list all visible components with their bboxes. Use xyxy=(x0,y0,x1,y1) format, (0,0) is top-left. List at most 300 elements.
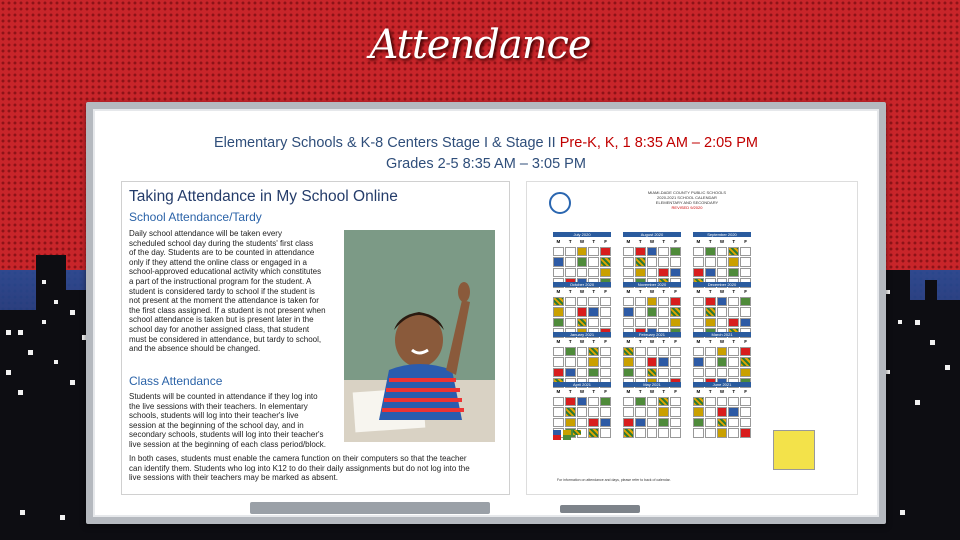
weekday-header: W xyxy=(577,238,588,246)
text-line: live sessions with their teachers may be marked as absent. xyxy=(129,473,338,483)
text-line: schools, students will log into their teacher's live xyxy=(129,411,299,421)
calendar-day-cell xyxy=(553,257,564,267)
calendar-day-cell xyxy=(693,368,704,378)
calendar-day-cell xyxy=(600,307,611,317)
calendar-day-cell xyxy=(740,257,751,267)
weekday-header: F xyxy=(740,338,751,346)
calendar-day-cell xyxy=(635,297,646,307)
calendar-day-cell xyxy=(647,347,658,357)
calendar-day-cell xyxy=(577,307,588,317)
text-line: session at the beginning of the school day, and in xyxy=(129,420,304,430)
calendar-day-cell xyxy=(647,307,658,317)
section-tardy-text xyxy=(129,229,341,354)
calendar-day-cell xyxy=(553,357,564,367)
calendar-header xyxy=(597,190,777,210)
weekday-header: F xyxy=(740,388,751,396)
weekday-header: T xyxy=(635,388,646,396)
calendar-day-cell xyxy=(600,407,611,417)
calendar-day-cell xyxy=(600,368,611,378)
calendar-day-cell xyxy=(623,257,634,267)
weekday-header: W xyxy=(577,388,588,396)
calendar-day-cell xyxy=(728,247,739,257)
calendar-day-cell xyxy=(623,247,634,257)
calendar-day-cell xyxy=(693,268,704,278)
calendar-day-cell xyxy=(635,347,646,357)
calendar-day-cell xyxy=(565,297,576,307)
calendar-day-cell xyxy=(577,257,588,267)
weekday-header: T xyxy=(705,238,716,246)
calendar-day-cell xyxy=(577,357,588,367)
weekday-header: T xyxy=(658,288,669,296)
calendar-day-cell xyxy=(588,307,599,317)
weekday-header: M xyxy=(623,338,634,346)
calendar-day-cell xyxy=(635,418,646,428)
calendar-day-cell xyxy=(693,407,704,417)
text-line: a part of the instructional program for the student. A xyxy=(129,276,312,286)
calendar-day-cell xyxy=(740,318,751,328)
calendar-day-cell xyxy=(693,318,704,328)
calendar-day-cell xyxy=(728,418,739,428)
calendar-month-name: July 2020 xyxy=(553,232,611,237)
calendar-day-cell xyxy=(717,407,728,417)
weekday-header: M xyxy=(553,338,564,346)
weekday-header: F xyxy=(600,238,611,246)
calendar-day-cell xyxy=(693,397,704,407)
calendar-month-name: December 2020 xyxy=(693,282,751,287)
calendar-day-cell xyxy=(728,357,739,367)
calendar-day-cell xyxy=(717,418,728,428)
whiteboard xyxy=(86,102,886,524)
calendar-day-cell xyxy=(553,297,564,307)
calendar-day-cell xyxy=(553,418,564,428)
weekday-header: W xyxy=(577,288,588,296)
text-line: the live sessions with their teachers. In elementary xyxy=(129,401,308,411)
weekday-header: T xyxy=(565,338,576,346)
text-line: live session at the beginning of each class period/block. xyxy=(129,439,327,449)
calendar-day-cell xyxy=(623,407,634,417)
calendar-day-cell xyxy=(728,297,739,307)
calendar-day-cell xyxy=(635,307,646,317)
calendar-day-cell xyxy=(740,368,751,378)
attendance-document xyxy=(121,181,510,495)
student-photo xyxy=(344,230,495,442)
calendar-day-cell xyxy=(623,307,634,317)
schedule-headline xyxy=(93,133,879,175)
legend-quarter-box xyxy=(773,430,815,470)
calendar-day-cell xyxy=(705,297,716,307)
calendar-day-cell xyxy=(647,357,658,367)
weekday-header: W xyxy=(577,338,588,346)
calendar-day-cell xyxy=(728,257,739,267)
calendar-day-cell xyxy=(693,418,704,428)
calendar-day-cell xyxy=(588,357,599,367)
calendar-day-cell xyxy=(577,268,588,278)
calendar-day-cell xyxy=(565,407,576,417)
calendar-day-cell xyxy=(717,297,728,307)
text-line: must be considered in attendance, but tardy to school, xyxy=(129,334,322,344)
calendar-month-name: March 2021 xyxy=(693,332,751,337)
weekday-header: T xyxy=(728,338,739,346)
calendar-day-cell xyxy=(565,247,576,257)
calendar-day-cell xyxy=(553,407,564,417)
weekday-header: M xyxy=(693,388,704,396)
section-class-footer xyxy=(129,454,501,483)
calendar-day-cell xyxy=(728,318,739,328)
weekday-header: T xyxy=(728,388,739,396)
headline-line-2: Grades 2-5 8:35 AM – 3:05 PM xyxy=(386,156,586,172)
calendar-day-cell xyxy=(705,368,716,378)
text-line: scheduled school day during the students' first class xyxy=(129,238,314,248)
calendar-day-cell xyxy=(740,418,751,428)
calendar-day-cell xyxy=(600,257,611,267)
calendar-day-cell xyxy=(588,418,599,428)
calendar-day-cell xyxy=(740,268,751,278)
calendar-day-cell xyxy=(705,257,716,267)
calendar-day-cell xyxy=(670,347,681,357)
calendar-day-cell xyxy=(705,247,716,257)
calendar-day-cell xyxy=(565,257,576,267)
weekday-header: T xyxy=(635,288,646,296)
calendar-day-cell xyxy=(623,357,634,367)
weekday-header: M xyxy=(623,238,634,246)
calendar-day-cell xyxy=(553,368,564,378)
weekday-header: T xyxy=(728,238,739,246)
calendar-day-cell xyxy=(705,268,716,278)
calendar-day-cell xyxy=(588,347,599,357)
headline-primary-times: Pre-K, K, 1 8:35 AM – 2:05 PM xyxy=(559,135,759,151)
calendar-day-cell xyxy=(717,397,728,407)
weekday-header: F xyxy=(600,338,611,346)
weekday-header: W xyxy=(647,388,658,396)
weekday-header: W xyxy=(647,238,658,246)
calendar-day-cell xyxy=(728,268,739,278)
calendar-day-cell xyxy=(635,368,646,378)
calendar-month-name: May 2021 xyxy=(623,382,681,387)
calendar-day-cell xyxy=(565,397,576,407)
calendar-day-cell xyxy=(577,247,588,257)
calendar-day-cell xyxy=(553,397,564,407)
calendar-day-cell xyxy=(740,247,751,257)
calendar-day-cell xyxy=(553,347,564,357)
calendar-day-cell xyxy=(728,347,739,357)
weekday-header: T xyxy=(705,388,716,396)
calendar-day-cell xyxy=(600,347,611,357)
calendar-day-cell xyxy=(658,368,669,378)
calendar-day-grid xyxy=(553,338,611,388)
text-line: school attendance is taken but is present later in the xyxy=(129,315,314,325)
calendar-day-cell xyxy=(577,318,588,328)
section-heading-tardy: School Attendance/Tardy xyxy=(129,210,262,224)
calendar-revised-label: REVISED 9/2020 xyxy=(671,205,703,210)
weekday-header: M xyxy=(693,338,704,346)
calendar-day-cell xyxy=(565,347,576,357)
calendar-day-grid xyxy=(553,238,611,288)
weekday-header: M xyxy=(693,238,704,246)
calendar-day-cell xyxy=(600,247,611,257)
calendar-day-cell xyxy=(658,407,669,417)
calendar-day-cell xyxy=(705,318,716,328)
calendar-day-cell xyxy=(705,347,716,357)
text-line: student is considered tardy to school if the student is xyxy=(129,286,315,296)
calendar-day-cell xyxy=(693,347,704,357)
calendar-day-cell xyxy=(658,418,669,428)
calendar-day-cell xyxy=(623,297,634,307)
calendar-month xyxy=(623,332,681,388)
weekday-header: T xyxy=(588,238,599,246)
calendar-day-cell xyxy=(705,407,716,417)
calendar-day-cell xyxy=(658,297,669,307)
calendar-day-cell xyxy=(670,368,681,378)
calendar-day-cell xyxy=(740,407,751,417)
school-board-logo xyxy=(549,192,571,214)
calendar-day-cell xyxy=(635,407,646,417)
calendar-day-cell xyxy=(670,418,681,428)
calendar-day-cell xyxy=(670,307,681,317)
weekday-header: F xyxy=(740,238,751,246)
calendar-day-cell xyxy=(693,247,704,257)
weekday-header: W xyxy=(717,338,728,346)
weekday-header: T xyxy=(728,288,739,296)
calendar-day-grid xyxy=(693,238,751,288)
calendar-day-cell xyxy=(553,307,564,317)
weekday-header: F xyxy=(670,288,681,296)
calendar-day-cell xyxy=(553,247,564,257)
calendar-day-grid xyxy=(693,338,751,388)
calendar-day-cell xyxy=(728,407,739,417)
calendar-day-grid xyxy=(623,288,681,338)
calendar-day-cell xyxy=(658,268,669,278)
calendar-day-cell xyxy=(588,268,599,278)
calendar-day-cell xyxy=(635,318,646,328)
text-line: school-approved educational activity which constitutes xyxy=(129,267,322,277)
weekday-header: T xyxy=(588,288,599,296)
weekday-header: F xyxy=(670,238,681,246)
calendar-day-cell xyxy=(670,247,681,257)
calendar-day-cell xyxy=(740,347,751,357)
calendar-day-cell xyxy=(577,297,588,307)
weekday-header: F xyxy=(670,338,681,346)
calendar-day-cell xyxy=(693,357,704,367)
calendar-day-cell xyxy=(565,368,576,378)
calendar-month-name: September 2020 xyxy=(693,232,751,237)
calendar-header-line: 2020-2021 SCHOOL CALENDAR xyxy=(657,195,717,200)
calendar-day-cell xyxy=(553,318,564,328)
calendar-day-cell xyxy=(717,368,728,378)
weekday-header: M xyxy=(623,288,634,296)
calendar-day-cell xyxy=(740,307,751,317)
calendar-month xyxy=(623,232,681,288)
calendar-day-cell xyxy=(647,418,658,428)
calendar-day-cell xyxy=(658,397,669,407)
calendar-day-cell xyxy=(623,418,634,428)
calendar-day-cell xyxy=(705,397,716,407)
calendar-day-cell xyxy=(717,347,728,357)
calendar-day-cell xyxy=(693,297,704,307)
calendar-day-cell xyxy=(635,397,646,407)
calendar-day-cell xyxy=(647,407,658,417)
calendar-day-cell xyxy=(577,407,588,417)
calendar-day-cell xyxy=(623,318,634,328)
weekday-header: T xyxy=(565,388,576,396)
calendar-day-cell xyxy=(600,418,611,428)
calendar-day-cell xyxy=(647,368,658,378)
calendar-day-cell xyxy=(565,357,576,367)
weekday-header: T xyxy=(588,388,599,396)
calendar-day-cell xyxy=(577,368,588,378)
section-class-text xyxy=(129,392,341,450)
weekday-header: W xyxy=(717,238,728,246)
weekday-header: M xyxy=(553,238,564,246)
calendar-day-cell xyxy=(740,357,751,367)
calendar-day-cell xyxy=(623,397,634,407)
calendar-day-cell xyxy=(565,268,576,278)
calendar-month xyxy=(693,232,751,288)
calendar-month-name: February 2021 xyxy=(623,332,681,337)
calendar-day-cell xyxy=(635,357,646,367)
calendar-day-cell xyxy=(670,268,681,278)
calendar-day-cell xyxy=(588,397,599,407)
weekday-header: W xyxy=(647,338,658,346)
calendar-day-cell xyxy=(565,418,576,428)
calendar-day-cell xyxy=(728,397,739,407)
calendar-day-cell xyxy=(647,297,658,307)
weekday-header: T xyxy=(705,288,716,296)
text-line: Daily school attendance will be taken every xyxy=(129,229,282,238)
weekday-header: M xyxy=(623,388,634,396)
calendar-day-cell xyxy=(577,347,588,357)
calendar-day-cell xyxy=(670,357,681,367)
section-heading-class: Class Attendance xyxy=(129,374,223,388)
calendar-day-cell xyxy=(717,307,728,317)
calendar-day-grid xyxy=(693,288,751,338)
calendar-day-grid xyxy=(623,338,681,388)
calendar-day-cell xyxy=(588,297,599,307)
text-line: the first class assigned. If a student is not present when xyxy=(129,305,326,315)
calendar-day-grid xyxy=(623,238,681,288)
slide-title: Attendance xyxy=(369,22,591,68)
headline-line-1 xyxy=(93,133,879,154)
calendar-day-cell xyxy=(658,257,669,267)
calendar-day-cell xyxy=(565,318,576,328)
text-line: and the absence should be changed. xyxy=(129,344,261,354)
text-line: school day for another assigned class, that student xyxy=(129,324,310,334)
board-tray xyxy=(250,502,490,514)
calendar-month xyxy=(693,282,751,338)
document-title: Taking Attendance in My School Online xyxy=(129,188,398,205)
calendar-day-cell xyxy=(635,257,646,267)
calendar-day-cell xyxy=(623,347,634,357)
text-line: of the day. Students are to be counted in attendance xyxy=(129,248,315,258)
calendar-month-name: October 2020 xyxy=(553,282,611,287)
calendar-day-cell xyxy=(553,268,564,278)
weekday-header: W xyxy=(717,288,728,296)
calendar-day-cell xyxy=(670,297,681,307)
weekday-header: T xyxy=(635,238,646,246)
calendar-month xyxy=(553,332,611,388)
calendar-day-cell xyxy=(588,407,599,417)
school-calendar xyxy=(526,181,858,495)
calendar-day-cell xyxy=(577,418,588,428)
calendar-day-cell xyxy=(588,257,599,267)
weekday-header: T xyxy=(635,338,646,346)
calendar-day-cell xyxy=(600,397,611,407)
calendar-day-cell xyxy=(600,318,611,328)
calendar-day-cell xyxy=(565,307,576,317)
calendar-header-line: MIAMI-DADE COUNTY PUBLIC SCHOOLS xyxy=(647,190,727,195)
calendar-day-cell xyxy=(588,247,599,257)
weekday-header: M xyxy=(693,288,704,296)
weekday-header: F xyxy=(600,388,611,396)
calendar-day-cell xyxy=(623,368,634,378)
calendar-day-cell xyxy=(670,397,681,407)
calendar-month xyxy=(623,282,681,338)
calendar-month-name: January 2021 xyxy=(553,332,611,337)
headline-stages: Elementary Schools & K-8 Centers Stage I & Stage II xyxy=(213,135,560,151)
calendar-day-cell xyxy=(635,247,646,257)
calendar-month xyxy=(693,332,751,388)
calendar-day-cell xyxy=(717,247,728,257)
weekday-header: T xyxy=(565,238,576,246)
calendar-footer: For information on attendance and days, please refer to back of calendar. xyxy=(557,478,671,482)
calendar-month-name: November 2020 xyxy=(623,282,681,287)
calendar-day-cell xyxy=(728,307,739,317)
calendar-day-cell xyxy=(647,247,658,257)
calendar-day-cell xyxy=(647,268,658,278)
calendar-day-cell xyxy=(623,268,634,278)
weekday-header: T xyxy=(565,288,576,296)
weekday-header: T xyxy=(705,338,716,346)
calendar-day-cell xyxy=(705,357,716,367)
calendar-day-grid xyxy=(553,288,611,338)
calendar-header-line: ELEMENTARY AND SECONDARY xyxy=(655,200,719,205)
calendar-day-cell xyxy=(658,347,669,357)
calendar-day-cell xyxy=(717,357,728,367)
calendar-day-cell xyxy=(600,357,611,367)
weekday-header: W xyxy=(717,388,728,396)
calendar-day-cell xyxy=(658,247,669,257)
calendar-month-name: April 2021 xyxy=(553,382,611,387)
calendar-day-cell xyxy=(740,297,751,307)
board-eraser xyxy=(560,505,640,513)
calendar-day-cell xyxy=(588,368,599,378)
calendar-day-cell xyxy=(693,307,704,317)
calendar-day-cell xyxy=(647,257,658,267)
calendar-day-cell xyxy=(728,368,739,378)
text-line: can identify them. Students who log into K12 to do their daily assignments but do not log into the xyxy=(129,463,470,473)
calendar-day-cell xyxy=(658,307,669,317)
calendar-month-name: June 2021 xyxy=(693,382,751,387)
text-line: Students will be counted in attendance if they log into xyxy=(129,392,318,401)
calendar-day-cell xyxy=(647,397,658,407)
calendar-day-cell xyxy=(670,318,681,328)
calendar-month xyxy=(553,232,611,288)
weekday-header: F xyxy=(740,288,751,296)
calendar-month-name: August 2020 xyxy=(623,232,681,237)
calendar-day-cell xyxy=(670,257,681,267)
weekday-header: T xyxy=(658,388,669,396)
calendar-day-cell xyxy=(658,318,669,328)
text-line: not present at the moment the attendance is taken for xyxy=(129,296,319,306)
weekday-header: T xyxy=(658,238,669,246)
text-line: only if they attend the online class or engaged in a xyxy=(129,257,307,267)
weekday-header: F xyxy=(600,288,611,296)
weekday-header: T xyxy=(658,338,669,346)
weekday-header: T xyxy=(588,338,599,346)
calendar-day-cell xyxy=(740,397,751,407)
weekday-header: M xyxy=(553,288,564,296)
calendar-day-cell xyxy=(577,397,588,407)
calendar-day-cell xyxy=(693,257,704,267)
